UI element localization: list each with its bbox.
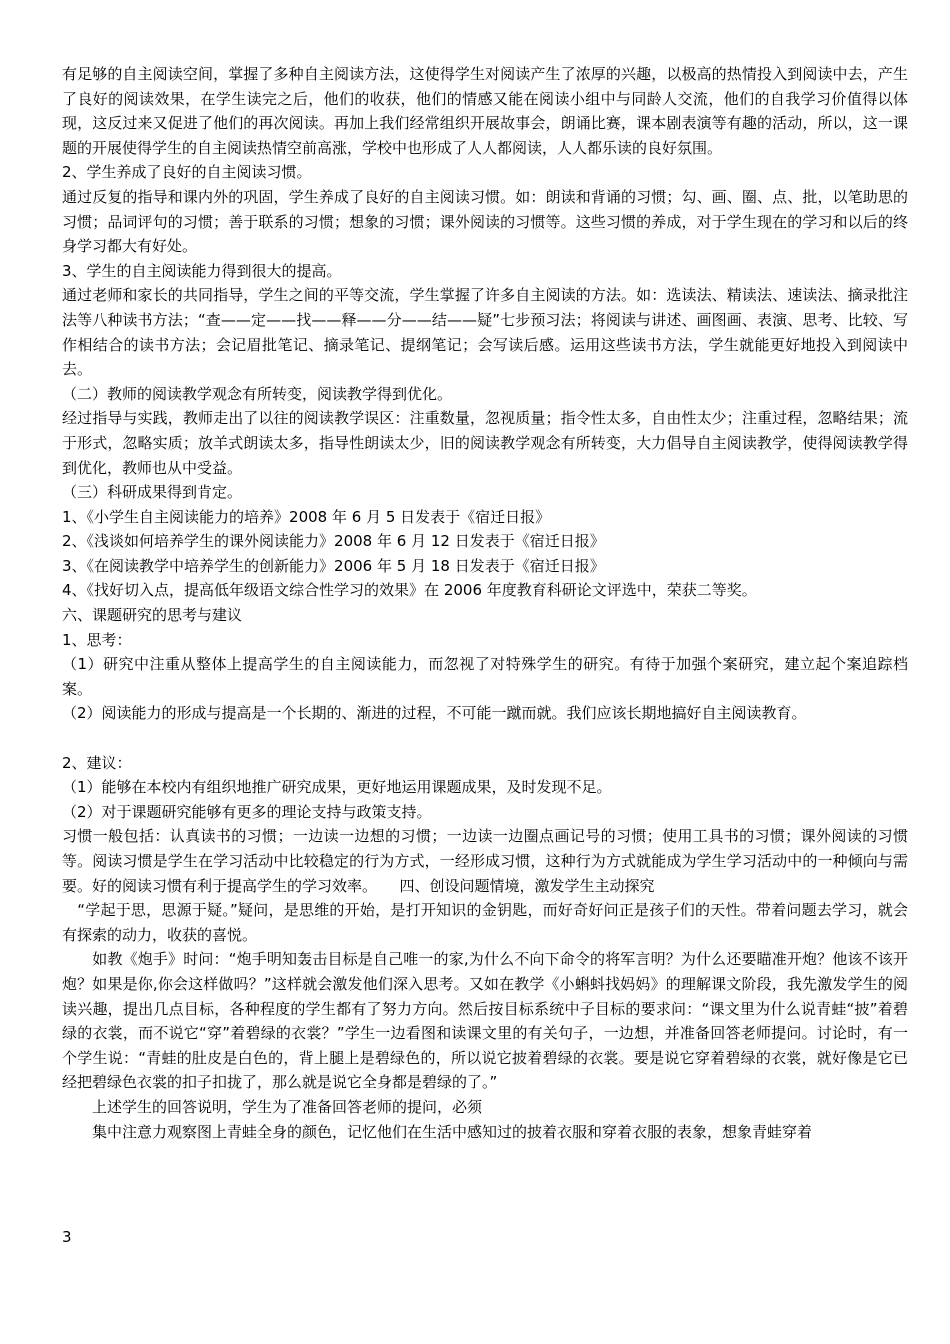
page-number: 3 (62, 1228, 72, 1246)
list-item: （2）阅读能力的形成与提高是一个长期的、渐进的过程，不可能一蹴而就。我们应该长期地搞好自主阅读教育。 (62, 704, 807, 723)
section-heading: 2、学生养成了良好的自主阅读习惯。 (62, 163, 312, 182)
section-heading: 六、课题研究的思考与建议 (62, 606, 243, 625)
blank-line (62, 726, 908, 751)
section-heading: （三）科研成果得到肯定。 (62, 483, 243, 502)
paragraph: 通过老师和家长的共同指导，学生之间的平等交流，学生掌握了许多自主阅读的方法。如：选读法、精读法、速读法、摘录批注法等八种读书方法；“查——定——找——释——分——结——疑”七步预习法；将阅读与讲述、画图画、表演、思考、比较、写作相结合的读书方法；会记眉批笔记、摘录笔记、提纲笔记；会写读后感。运用这些读书方法，学生就能更好地投入到阅读中去。 (62, 286, 908, 379)
document-body (62, 62, 908, 1144)
list-item: （2）对于课题研究能够有更多的理论支持与政策支持。 (62, 802, 432, 821)
paragraph: 经过指导与实践，教师走出了以往的阅读教学误区：注重数量，忽视质量；指令性太多，自由性太少；注重过程，忽略结果；流于形式，忽略实质；放羊式朗读太多，指导性朗读太少，旧的阅读教学观念有所转变，大力倡导自主阅读教学，使得阅读教学得到优化，教师也从中受益。 (62, 409, 908, 477)
section-heading: 3、学生的自主阅读能力得到很大的提高。 (62, 261, 342, 280)
subsection-heading: 1、思考： (62, 630, 132, 649)
paragraph: 集中注意力观察图上青蛙全身的颜色，记忆他们在生活中感知过的披着衣服和穿着衣服的表象，想象青蛙穿着 (62, 1122, 813, 1141)
list-item: 2、《浅谈如何培养学生的课外阅读能力》2008 年 6 月 12 日发表于《宿迁日报》 (62, 532, 605, 551)
paragraph: “学起于思，思源于疑。”疑问，是思维的开始，是打开知识的金钥匙，而好奇好问正是孩子们的天性。带着问题去学习，就会有探索的动力，收获的喜悦。 (62, 901, 908, 944)
section-heading: （二）教师的阅读教学观念有所转变，阅读教学得到优化。 (62, 384, 453, 403)
list-item: 1、《小学生自主阅读能力的培养》2008 年 6 月 5 日发表于《宿迁日报》 (62, 507, 551, 526)
list-item: （1）研究中注重从整体上提高学生的自主阅读能力，而忽视了对特殊学生的研究。有待于加强个案研究，建立起个案追踪档案。 (62, 655, 908, 698)
subsection-heading: 2、建议： (62, 753, 132, 772)
paragraph: 如教《炮手》时问：“炮手明知轰击目标是自己唯一的家,为什么不向下命令的将军言明？为什么还要瞄准开炮？他该不该开炮？如果是你,你会这样做吗？”这样就会激发他们深入思考。又如在教学《小蝌蚪找妈妈》的理解课文阶段，我先激发学生的阅读兴趣，提出几点目标，各种程度的学生都有了努力方向。然后按目标系统中子目标的要求问：“课文里为什么说青蛙“披”着碧绿的衣裳，而不说它“穿”着碧绿的衣裳？”学生一边看图和读课文里的有关句子，一边想，并准备回答老师提问。讨论时，有一个学生说：“青蛙的肚皮是白色的，背上腿上是碧绿色的，所以说它披着碧绿的衣裳。要是说它穿着碧绿的衣裳，就好像是它已经把碧绿色衣裳的扣子扣拢了，那么就是说它全身都是碧绿的了。” (62, 950, 908, 1092)
paragraph: 通过反复的指导和课内外的巩固，学生养成了良好的自主阅读习惯。如：朗读和背诵的习惯；勾、画、圈、点、批，以笔助思的习惯；品词评句的习惯；善于联系的习惯；想象的习惯；课外阅读的习惯等。这些习惯的养成，对于学生现在的学习和以后的终身学习都大有好处。 (62, 187, 908, 256)
list-item: 3、《在阅读教学中培养学生的创新能力》2006 年 5 月 18 日发表于《宿迁日报》 (62, 556, 605, 575)
paragraph: 上述学生的回答说明，学生为了准备回答老师的提问，必须 (62, 1097, 483, 1116)
paragraph: 习惯一般包括：认真读书的习惯；一边读一边想的习惯；一边读一边圈点画记号的习惯；使用工具书的习惯；课外阅读的习惯等。阅读习惯是学生在学习活动中比较稳定的行为方式，一经形成习惯，这种行为方式就能成为学生学习活动中的一种倾向与需要。好的阅读习惯有利于提高学生的学习效率。 四、创设问题情境，激发学生主动探究 (62, 827, 908, 895)
list-item: （1）能够在本校内有组织地推广研究成果，更好地运用课题成果，及时发现不足。 (62, 778, 612, 797)
list-item: 4、《找好切入点，提高低年级语文综合性学习的效果》在 2006 年度教育科研论文评选中，荣获二等奖。 (62, 581, 757, 600)
paragraph: 有足够的自主阅读空间，掌握了多种自主阅读方法，这使得学生对阅读产生了浓厚的兴趣，以极高的热情投入到阅读中去，产生了良好的阅读效果，在学生读完之后，他们的收获，他们的情感又能在阅读小组中与同龄人交流，他们的自我学习价值得以体现，这反过来又促进了他们的再次阅读。再加上我们经常组织开展故事会，朗诵比赛，课本剧表演等有趣的活动，所以，这一课题的开展使得学生的自主阅读热情空前高涨，学校中也形成了人人都阅读，人人都乐读的良好氛围。 (62, 65, 908, 157)
